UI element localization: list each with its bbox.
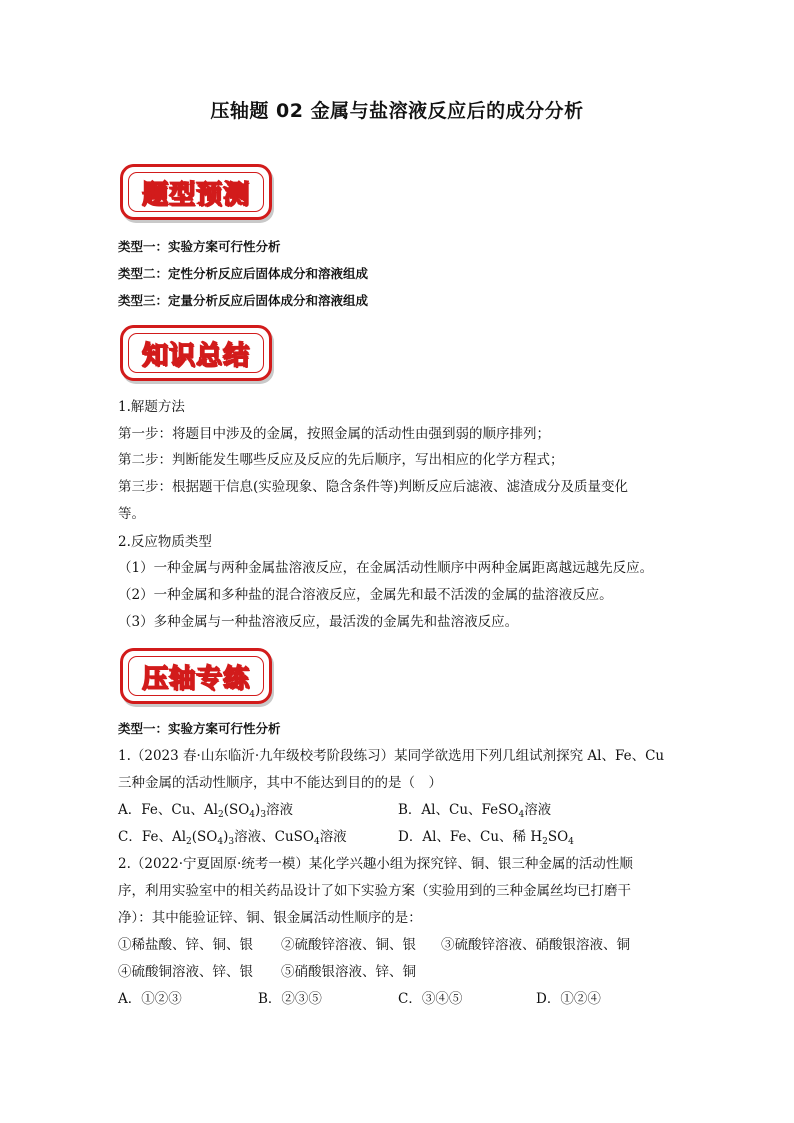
rule-1: （1）一种金属与两种金属盐溶液反应，在金属活动性顺序中两种金属距离越远越先反应。 xyxy=(118,560,654,576)
q2-item-1: ①稀盐酸、锌、铜、银 xyxy=(118,937,253,953)
types-heading: 2.反应物质类型 xyxy=(118,534,212,550)
type-item-3: 类型三：定量分析反应后固体成分和溶液组成 xyxy=(118,293,369,308)
q2-stem-line2: 序，利用实验室中的相关药品设计了如下实验方案（实验用到的三种金属丝均已打磨干 xyxy=(118,883,631,899)
practice-section-heading: 类型一：实验方案可行性分析 xyxy=(118,721,281,736)
q2-option-b: B．②③⑤ xyxy=(258,991,322,1007)
badge-knowledge xyxy=(120,325,272,381)
q1-option-a: A．Fe、Cu、$Al_2(SO_4)_3$溶液 xyxy=(118,802,294,820)
q2-option-a: A．①②③ xyxy=(118,991,182,1007)
method-step-3: 第三步：根据题干信息(实验现象、隐含条件等)判断反应后滤液、滤渣成分及质量变化 xyxy=(118,479,629,495)
rule-2: （2）一种金属和多种盐的混合溶液反应，金属先和最不活泼的金属的盐溶液反应。 xyxy=(118,587,613,603)
q1-option-d: D．Al、Fe、Cu、稀 $H_2SO_4$ xyxy=(398,829,574,847)
q2-option-c: C．③④⑤ xyxy=(398,991,463,1007)
q1-option-c: C．Fe、$Al_2(SO_4)_3$溶液、CuSO$_4$溶液 xyxy=(118,829,347,847)
q2-item-3: ③硫酸锌溶液、硝酸银溶液、铜 xyxy=(441,937,630,953)
q1-stem-line2: 三种金属的活动性顺序，其中不能达到目的的是（ ） xyxy=(118,775,442,791)
q2-item-4: ④硫酸铜溶液、锌、银 xyxy=(118,964,253,980)
q2-item-5: ⑤硝酸银溶液、锌、铜 xyxy=(281,964,416,980)
method-heading: 1.解题方法 xyxy=(118,399,185,415)
method-step-3-cont: 等。 xyxy=(118,506,145,522)
q2-stem-line1: 2.（2022·宁夏固原·统考一模）某化学兴趣小组为探究锌、铜、银三种金属的活动性顺 xyxy=(118,856,633,872)
method-step-1: 第一步：将题目中涉及的金属，按照金属的活动性由强到弱的顺序排列； xyxy=(118,426,550,442)
type-item-1: 类型一：实验方案可行性分析 xyxy=(118,239,281,254)
badge-prediction xyxy=(120,164,272,220)
page-title: 压轴题 02 金属与盐溶液反应后的成分分析 xyxy=(210,100,584,122)
badge-practice-label: 压轴专练 xyxy=(141,663,250,694)
method-step-2: 第二步：判断能发生哪些反应及反应的先后顺序，写出相应的化学方程式； xyxy=(118,452,564,468)
q1-option-b: B．Al、Cu、FeSO$_4$溶液 xyxy=(398,802,552,820)
q2-stem-line3: 净）：其中能验证锌、铜、银金属活动性顺序的是： xyxy=(118,910,422,926)
q2-option-d: D．①②④ xyxy=(536,991,601,1007)
rule-3: （3）多种金属与一种盐溶液反应，最活泼的金属先和盐溶液反应。 xyxy=(118,614,519,630)
q1-stem-line1: 1.（2023 春·山东临沂·九年级校考阶段练习）某同学欲选用下列几组试剂探究 Al、Fe、Cu xyxy=(118,748,665,764)
badge-knowledge-label: 知识总结 xyxy=(141,340,250,371)
badge-practice xyxy=(120,648,272,704)
type-item-2: 类型二：定性分析反应后固体成分和溶液组成 xyxy=(118,266,369,281)
badge-prediction-label: 题型预测 xyxy=(141,179,250,210)
q2-item-2: ②硫酸锌溶液、铜、银 xyxy=(281,937,416,953)
